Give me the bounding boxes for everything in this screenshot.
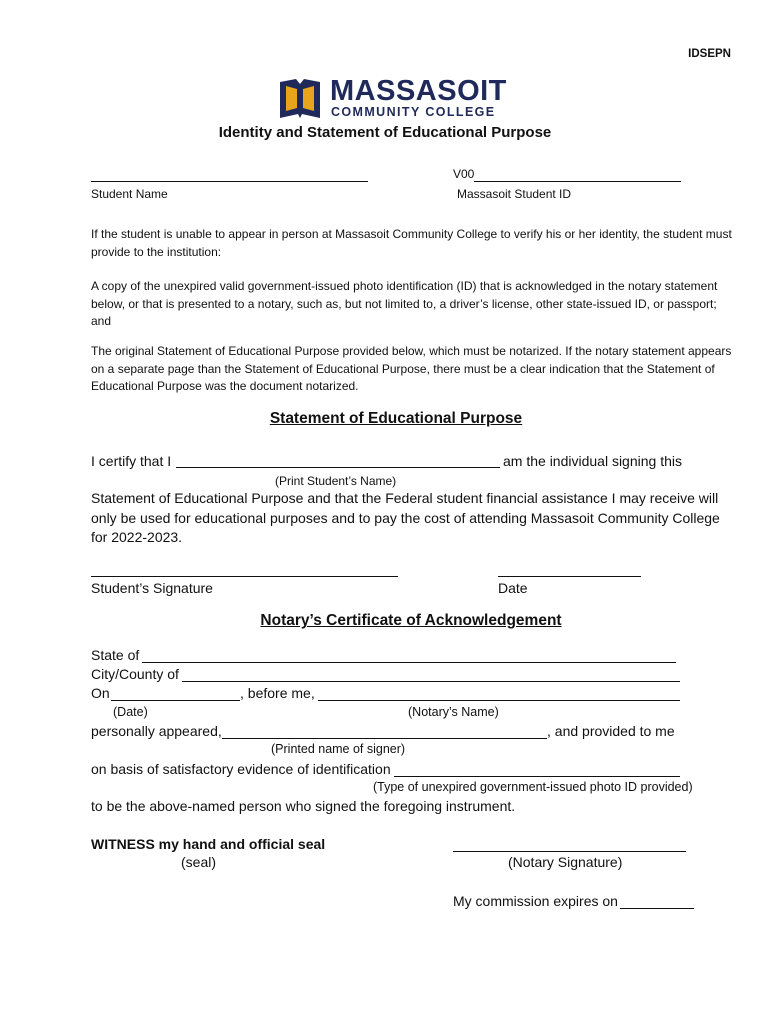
commission-label: My commission expires on: [453, 893, 618, 909]
provided-to-me-label: , and provided to me: [547, 723, 675, 739]
student-id-label: Massasoit Student ID: [457, 187, 572, 201]
printed-name-caption: (Printed name of signer): [271, 742, 406, 756]
intro-paragraph: If the student is unable to appear in person at Massasoit Community College to verify his or her identity, the student must provide to the institution:: [91, 227, 732, 259]
city-label: City/County of: [91, 666, 179, 682]
page-title: Identity and Statement of Educational Purpose: [218, 124, 552, 141]
state-field[interactable]: [142, 662, 676, 663]
print-name-field[interactable]: [176, 467, 500, 468]
statement-heading: Statement of Educational Purpose: [269, 410, 523, 427]
notary-heading: Notary’s Certificate of Acknowledgement: [260, 612, 562, 629]
student-id-field[interactable]: [474, 181, 681, 182]
college-logo: [278, 75, 507, 122]
notary-name-field[interactable]: [318, 700, 680, 701]
personally-appeared-label: personally appeared,: [91, 723, 222, 739]
requirement-1: A copy of the unexpired valid government-issued photo identification (ID) that is acknowledged in the notary statement below, or that is presented to a notary, such as, but not limited to, a driver’s license, other state-issued ID, or passport; and: [91, 279, 718, 328]
notary-signature-field[interactable]: [453, 851, 686, 852]
student-signature-field[interactable]: [91, 576, 398, 577]
witness-text: WITNESS my hand and official seal: [91, 836, 326, 852]
id-type-field[interactable]: [394, 776, 680, 777]
state-label: State of: [91, 647, 140, 663]
notary-date-field[interactable]: [111, 700, 240, 701]
signer-name-field[interactable]: [222, 738, 547, 739]
requirement-2: The original Statement of Educational Purpose provided below, which must be notarized. If the notary statement appears on a separate page than the Statement of Educational Purpose, there must be a clear indication that the Statement of Educational Purpose was the document notarized.: [91, 344, 732, 393]
above-named-text: to be the above-named person who signed the foregoing instrument.: [91, 798, 516, 814]
commission-date-field[interactable]: [620, 908, 694, 909]
print-name-caption: (Print Student’s Name): [275, 474, 397, 488]
before-me-label: , before me,: [240, 685, 315, 701]
book-emblem-icon: [278, 78, 322, 120]
statement-body: Statement of Educational Purpose and that the Federal student financial assistance I may receive will only be used for educational purposes and to pay the cost of attending Massasoit Community College for 2022-2023.: [91, 490, 720, 545]
city-county-field[interactable]: [182, 681, 680, 682]
date-label: Date: [498, 580, 528, 596]
certify-suffix: am the individual signing this: [503, 453, 682, 469]
logo-name: MASSASOIT: [330, 75, 507, 107]
student-id-prefix: V00: [453, 167, 475, 181]
notary-signature-caption: (Notary Signature): [508, 854, 623, 870]
notary-name-caption: (Notary’s Name): [408, 705, 499, 719]
id-type-caption: (Type of unexpired government-issued photo ID provided): [373, 780, 693, 794]
on-label: On: [91, 685, 110, 701]
logo-subtitle: COMMUNITY COLLEGE: [331, 105, 496, 119]
student-name-label: Student Name: [91, 187, 168, 201]
form-code: IDSEPN: [688, 48, 731, 60]
student-signature-label: Student’s Signature: [91, 580, 213, 596]
date-caption: (Date): [113, 705, 148, 719]
date-field[interactable]: [498, 576, 641, 577]
student-name-field[interactable]: [91, 181, 368, 182]
certify-prefix: I certify that I: [91, 453, 172, 469]
basis-label: on basis of satisfactory evidence of identification: [91, 761, 391, 777]
seal-caption: (seal): [181, 854, 217, 870]
